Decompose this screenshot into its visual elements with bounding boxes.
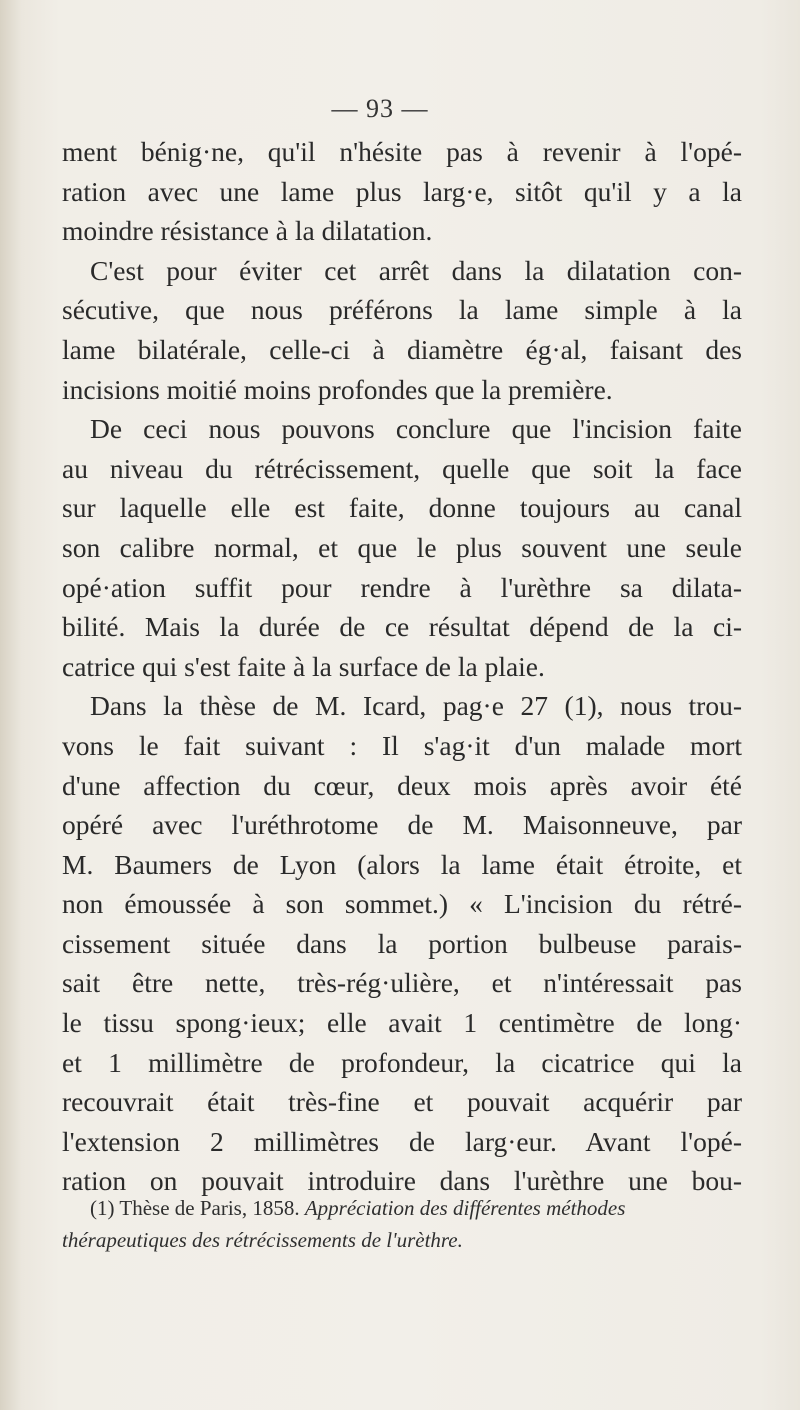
text-line: opéré avec l'uréthrotome de M. Maisonneuve, par [62, 809, 742, 841]
text-line: M. Baumers de Lyon (alors la lame était étroite, et [62, 848, 742, 880]
text-line: non émoussée à son sommet.) « L'incision du rétré- [62, 888, 742, 920]
text-line: sait être nette, très-rég·ulière, et n'intéressait pas [62, 967, 742, 999]
body-text [62, 132, 742, 1201]
footnote-lead: Thèse de Paris, 1858. [119, 1196, 300, 1220]
text-line: catrice qui s'est faite à la surface de la plaie. [62, 650, 545, 682]
text-line: son calibre normal, et que le plus souvent une seule [62, 531, 742, 563]
footnote-marker: (1) [90, 1196, 115, 1220]
text-line: C'est pour éviter cet arrêt dans la dilatation con- [90, 254, 742, 286]
text-line: sécutive, que nous préférons la lame simple à la [62, 294, 742, 326]
text-line: moindre résistance à la dilatation. [62, 215, 433, 247]
text-line: sur laquelle elle est faite, donne toujours au canal [62, 492, 742, 524]
text-line: l'extension 2 millimètres de larg·eur. Avant l'opé- [62, 1125, 742, 1157]
text-line: et 1 millimètre de profondeur, la cicatrice qui la [62, 1046, 742, 1078]
text-line: le tissu spong·ieux; elle avait 1 centimètre de long· [62, 1007, 742, 1039]
text-line: ration avec une lame plus larg·e, sitôt qu'il y a la [62, 175, 742, 207]
footnote-line [62, 1224, 742, 1256]
text-line: ration on pouvait introduire dans l'urèthre une bou- [62, 1165, 742, 1197]
text-line: lame bilatérale, celle-ci à diamètre ég·al, faisant des [62, 333, 742, 365]
text-line: incisions moitié moins profondes que la première. [62, 373, 613, 405]
text-line: Dans la thèse de M. Icard, pag·e 27 (1), nous trou- [90, 690, 742, 722]
text-line: vons le fait suivant : Il s'ag·it d'un malade mort [62, 729, 742, 761]
text-line: opé·ation suffit pour rendre à l'urèthre sa dilata- [62, 571, 742, 603]
text-line: recouvrait était très-fine et pouvait acquérir par [62, 1086, 742, 1118]
text-line: d'une affection du cœur, deux mois après avoir été [62, 769, 742, 801]
footnote-title: Appréciation des différentes méthodes [304, 1196, 626, 1220]
text-line: bilité. Mais la durée de ce résultat dépend de la ci- [62, 611, 742, 643]
page-number: — 93 — [331, 94, 429, 123]
text-line: De ceci nous pouvons conclure que l'incision faite [90, 413, 742, 445]
text-line: au niveau du rétrécissement, quelle que soit la face [62, 452, 742, 484]
text-line: cissement située dans la portion bulbeuse parais- [62, 927, 742, 959]
text-line: ment bénig·ne, qu'il n'hésite pas à revenir à l'opé- [62, 136, 742, 167]
footnote-line [62, 1192, 742, 1224]
footnote [62, 1192, 742, 1256]
footnote-title-continued: thérapeutiques des rétrécissements de l'urèthre. [62, 1228, 463, 1252]
